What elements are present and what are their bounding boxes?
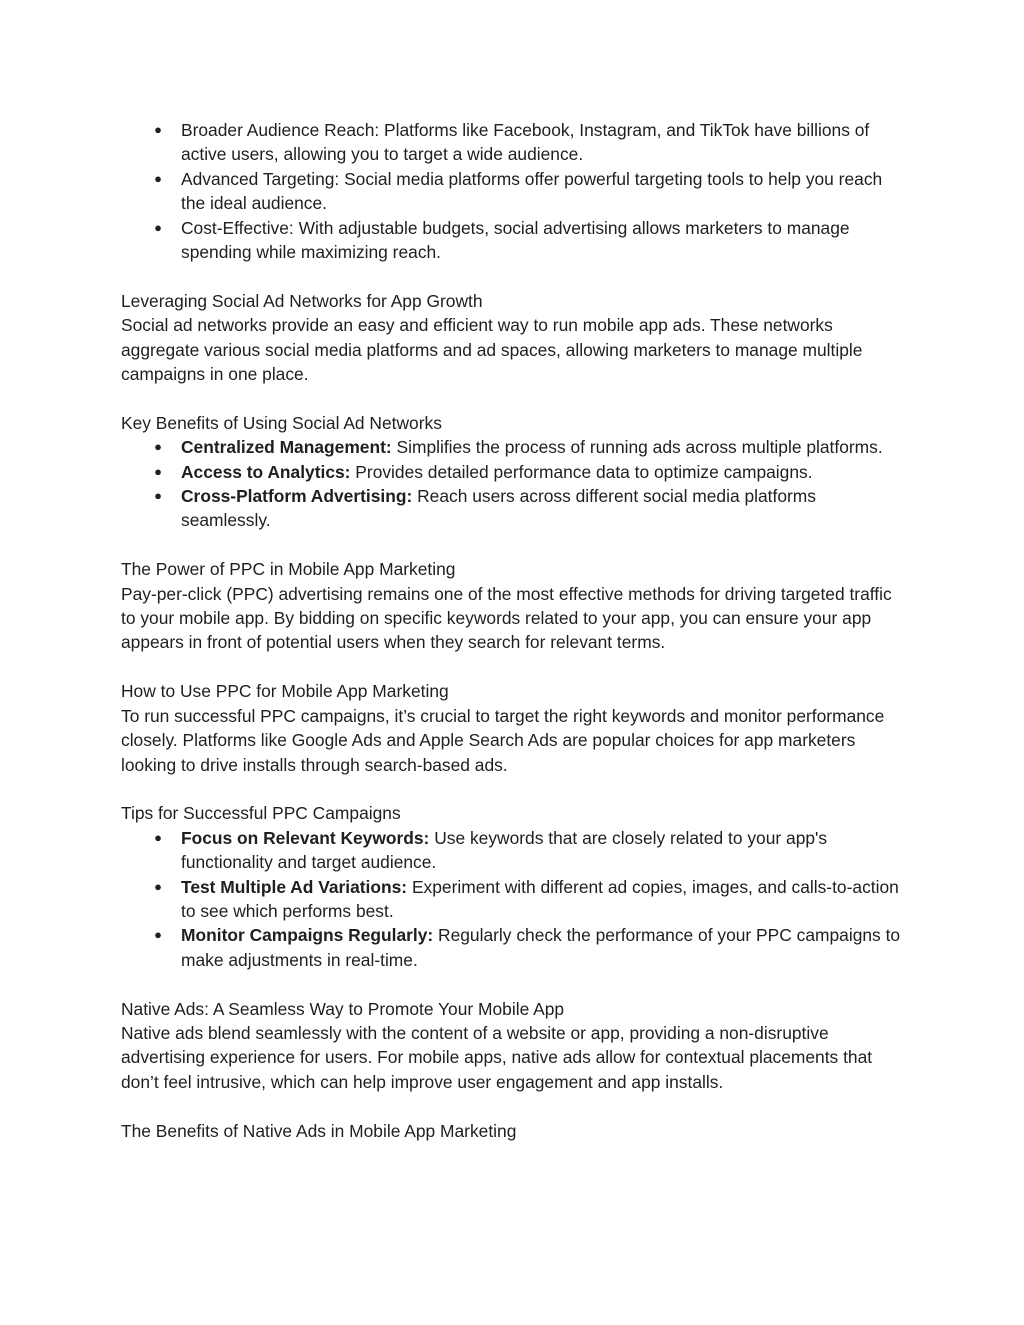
section-body: To run successful PPC campaigns, it’s crucial to target the right keywords and monitor performance closely. Platforms like Google Ads and Apple Search Ads are popular choices for app marketers looking to drive installs through search-based ads. (121, 705, 885, 775)
section-body: Native ads blend seamlessly with the content of a website or app, providing a non-disruptive advertising experience for users. For mobile apps, native ads allow for contextual placements that don’t feel intrusive, which can help improve user engagement and app installs. (121, 1022, 873, 1092)
list-item (121, 167, 901, 216)
spacer (121, 533, 901, 557)
list-item (121, 826, 901, 875)
ppc-tips-list (121, 826, 901, 972)
bullet-icon: ● (154, 488, 162, 504)
list-item-text: Provides detailed performance data to optimize campaigns. (350, 461, 813, 482)
list-item-text: Broader Audience Reach: Platforms like Facebook, Instagram, and TikTok have billions of active users, allowing you to target a wide audience. (181, 120, 870, 165)
spacer (121, 386, 901, 410)
list-item (121, 923, 901, 972)
bullet-icon: ● (154, 170, 162, 186)
section-heading: Tips for Successful PPC Campaigns (121, 803, 401, 824)
list-item-text: Advanced Targeting: Social media platforms offer powerful targeting tools to help you reach the ideal audience. (181, 168, 883, 214)
bullet-icon: ● (154, 219, 162, 235)
list-item-bold: Test Multiple Ad Variations: (181, 876, 408, 897)
bullet-icon: ● (154, 463, 162, 479)
list-item-bold: Focus on Relevant Keywords: (181, 827, 430, 848)
list-item-bold: Access to Analytics: (181, 461, 351, 482)
list-item-bold: Centralized Management: (181, 437, 392, 458)
list-item-bold: Monitor Campaigns Regularly: (181, 925, 434, 946)
section-heading: Native Ads: A Seamless Way to Promote Your Mobile App (121, 998, 565, 1019)
list-item-text: Experiment with different ad copies, images, and calls-to-action to see which performs best. (181, 876, 899, 921)
list-item (121, 460, 901, 484)
section-heading: How to Use PPC for Mobile App Marketing (121, 681, 449, 702)
list-item-text: Cost-Effective: With adjustable budgets, social advertising allows marketers to manage spending while maximizing reach. (181, 217, 850, 263)
list-item (121, 875, 901, 924)
list-item (121, 435, 901, 459)
list-item (121, 118, 901, 167)
section-heading: The Benefits of Native Ads in Mobile App Marketing (121, 1120, 517, 1141)
bullet-icon: ● (154, 927, 162, 943)
section-body: Pay-per-click (PPC) advertising remains one of the most effective methods for driving targeted traffic to your mobile app. By bidding on specific keywords related to your app, you can ensure your app appears in front of potential users when they search for relevant terms. (121, 583, 892, 653)
list-item-bold: Cross-Platform Advertising: (181, 486, 413, 507)
list-item (121, 216, 901, 265)
list-item (121, 484, 901, 533)
bullet-icon: ● (154, 439, 162, 455)
social-network-benefits-list (121, 435, 901, 533)
spacer (121, 1094, 901, 1118)
spacer (121, 777, 901, 801)
section-heading: Leveraging Social Ad Networks for App Growth (121, 290, 483, 311)
bullet-icon: ● (154, 878, 162, 894)
section-heading: Key Benefits of Using Social Ad Networks (121, 412, 442, 433)
spacer (121, 972, 901, 996)
bullet-icon: ● (154, 122, 162, 137)
bullet-icon: ● (154, 829, 162, 845)
section-body: Social ad networks provide an easy and efficient way to run mobile app ads. These networks aggregate various social media platforms and ad spaces, allowing marketers to manage multiple campaigns in one place. (121, 315, 863, 385)
audience-benefits-list (121, 118, 901, 264)
list-item-text: Regularly check the performance of your PPC campaigns to make adjustments in real-time. (181, 925, 901, 970)
section-heading: The Power of PPC in Mobile App Marketing (121, 559, 456, 580)
list-item-text: Use keywords that are closely related to your app's functionality and target audience. (181, 827, 828, 873)
spacer (121, 264, 901, 288)
list-item-text: Reach users across different social media platforms seamlessly. (181, 486, 816, 531)
list-item-text: Simplifies the process of running ads across multiple platforms. (391, 437, 883, 458)
document-page (121, 118, 901, 1143)
spacer (121, 655, 901, 679)
